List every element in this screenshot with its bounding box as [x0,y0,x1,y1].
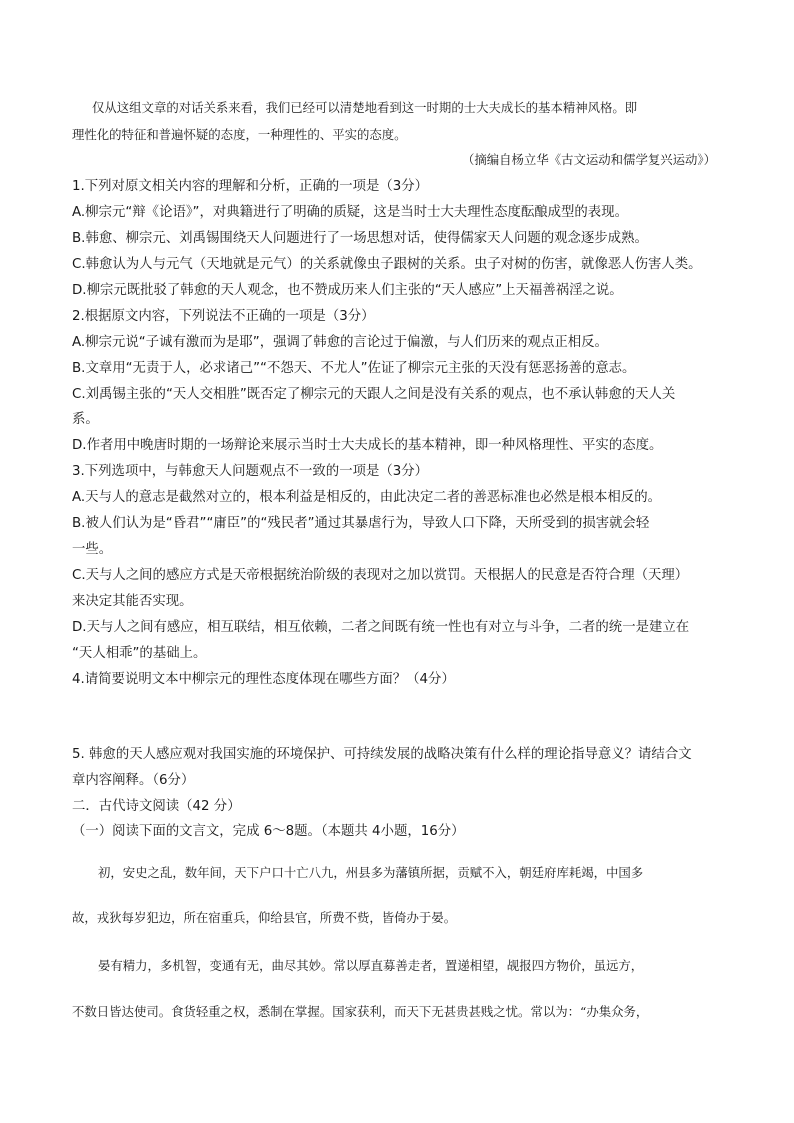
passage1-source: （摘编自杨立华《古文运动和儒学复兴运动》） [461,152,716,167]
q2-option-a: A.柳宗元说“子诚有激而为是耶”，强调了韩愈的言论过于偏激，与人们历来的观点正相反。 [72,335,608,350]
q5-line2: 章内容阐释。（6分） [72,773,195,788]
q1-stem: 1.下列对原文相关内容的理解和分析，正确的一项是（3分） [72,179,429,194]
passage2-line3: 晏有精力，多机智，变通有无，曲尽其妙。常以厚直募善走者，置递相望，觇报四方物价，虽远方， [98,958,644,973]
q3-option-b-cont: 一些。 [72,542,113,557]
q1-option-b: B.韩愈、柳宗元、刘禹锡围绕天人问题进行了一场思想对话，使得儒家天人问题的观念逐步成熟。 [72,231,648,246]
passage1-line2: 理性化的特征和普遍怀疑的态度，一种理性的、平实的态度。 [72,127,407,142]
q5-line1: 5. 韩愈的天人感应观对我国实施的环境保护、可持续发展的战略决策有什么样的理论指导意义？请结合文 [72,747,692,762]
q4-stem: 4.请简要说明文本中柳宗元的理性态度体现在哪些方面？（4分） [72,672,455,687]
q1-option-c: C.韩愈认为人与元气（天地就是元气）的关系就像虫子跟树的关系。虫子对树的伤害，就像恶人伤害人类。 [72,257,702,272]
q1-option-a: A.柳宗元“辩《论语》”，对典籍进行了明确的质疑，这是当时士大夫理性态度酝酿成型的表现。 [72,205,628,220]
q3-option-c-cont: 来决定其能否实现。 [72,594,193,609]
passage1-line1: 仅从这组文章的对话关系来看，我们已经可以清楚地看到这一时期的士大夫成长的基本精神风格。即 [92,100,638,115]
q3-stem: 3.下列选项中，与韩愈天人问题观点不一致的一项是（3分） [72,464,429,479]
section2-subtitle: （一）阅读下面的文言文，完成 6～8题。（本题共 4小题，16分） [72,824,465,839]
q3-option-a: A.天与人的意志是截然对立的，根本利益是相反的，由此决定二者的善恶标准也必然是根本相反的。 [72,490,661,505]
passage2-line2: 故，戎狄每岁犯边，所在宿重兵，仰给县官，所费不赀，皆倚办于晏。 [72,910,457,925]
q2-option-c: C.刘禹锡主张的“天人交相胜”既否定了柳宗元的天跟人之间是没有关系的观点，也不承认韩愈的天人关 [72,387,676,402]
q3-option-b: B.被人们认为是“昏君”“庸臣”的“残民者”通过其暴虐行为，导致人口下降，天所受到的损害就会轻 [72,516,650,531]
q1-option-d: D.柳宗元既批驳了韩愈的天人观念，也不赞成历来人们主张的“天人感应”上天福善祸淫之说。 [72,283,623,298]
q3-option-c: C.天与人之间的感应方式是天帝根据统治阶级的表现对之加以赏罚。天根据人的民意是否符合理（天理） [72,568,689,583]
section2-title: 二．古代诗文阅读（42 分） [72,799,241,814]
q2-option-d: D.作者用中晚唐时期的一场辩论来展示当时士大夫成长的基本精神，即一种风格理性、平实的态度。 [72,438,663,453]
q2-option-b: B.文章用“无责于人，必求诸己”“不怨天、不尤人”佐证了柳宗元主张的天没有惩恶扬善的意志。 [72,361,636,376]
q3-option-d-cont: “天人相乖”的基础上。 [72,646,207,661]
q2-option-c-cont: 系。 [72,412,99,427]
q2-stem: 2.根据原文内容，下列说法不正确的一项是（3分） [72,309,375,324]
passage2-line1: 初，安史之乱，数年间，天下户口十亡八九，州县多为藩镇所据，贡赋不入，朝廷府库耗竭，中国多 [98,865,644,880]
passage2-line4: 不数日皆达使司。食货轻重之权，悉制在掌握。国家获利，而天下无甚贵甚贱之忧。常以为：“办集众务， [72,1004,649,1019]
q3-option-d: D.天与人之间有感应，相互联结，相互依赖，二者之间既有统一性也有对立与斗争，二者的统一是建立在 [72,620,690,635]
